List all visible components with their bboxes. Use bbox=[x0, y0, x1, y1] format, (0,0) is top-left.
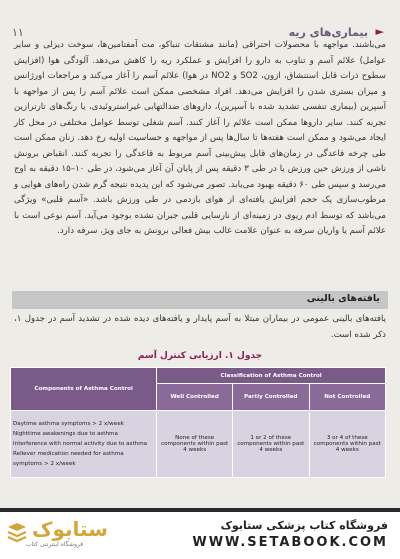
logo-subtitle: فروشگاه اینترنتی کتاب bbox=[26, 541, 84, 548]
book-stack-icon bbox=[6, 521, 28, 543]
section-title: یافته‌های بالینی bbox=[12, 291, 388, 309]
body-paragraph: می‌باشند. مواجهه با محصولات احتراقی (مانند مشتقات تنباکو، مت آمفتامین‌ها، سوخت دیزلی و سایر عوامل) علائم آسم و تناوب به دارو را افزایش و عملکرد ریه را کاهش می‌دهد. آلودگی هوا (افزایش سطوح ذرات قابل استنشاق، ازون، SO2 و NO2 در هوا) علائم آسم را آغاز می‌کند و مراجعات اورژانس و میزان بستری شدن را افزایش می‌دهد. افراد مشخصی ممکن است علائم آسم را پس از مواجهه با آسپرین (بیماری تنفسی تشدید شده با آسپرین)، داروهای ضدالتهابی غیراستروئیدی، یا رنگ‌های تارترازین تجربه کنند. سایر داروها ممکن است علائم را آغاز کنند. آسم شغلی توسط عوامل مختلفی در محل کار ایجاد می‌شود و ممکن است هفته‌ها تا سال‌ها پس از مواجهه و حساسیت اولیه رخ دهد. زنان ممکن است طی چرخه قاعدگی در زمان‌های قابل پیش‌بینی آسم مربوط به قاعدگی را تجربه کنند. انقباض برونش ناشی از ورزش حین ورزش یا در طی ۳ دقیقه پس از پایان آن آغاز می‌شود، در طی ۱۰–۱۵ دقیقه به اوج می‌رسد و سپس طی ۶۰ دقیقه بهبود می‌یابد. تصور می‌شود که این پدیده نتیجه گرم شدن راه‌های هوایی و مرطوب‌سازی یک حجم افزایش یافته‌ای از هوای بازدمی در طی ورزش باشد. «آسم قلبی» ویژگی می‌باشد که توسط ادم ریوی در زمینه‌ای از نارسایی قلبی جبران نشده بوجود می‌آید. آسم نوعی است با علائم آسم یا واریان سرفه به عنوان علامت غالب بیش فعالی برونش به جای ویژ، سرفه دارد. bbox=[14, 40, 386, 236]
footer-divider bbox=[0, 508, 400, 512]
logo-text: ستابوک bbox=[32, 517, 108, 541]
section-paragraph: یافته‌های بالینی عمومی در بیماران مبتلا به آسم پایدار و یافته‌های دیده شده در تشدید آسم در جدول ۱، ذکر شده است. bbox=[14, 314, 386, 340]
cell-well-controlled: None of these components within past 4 weeks bbox=[157, 411, 233, 478]
col-not-controlled: Not Controlled bbox=[309, 384, 385, 411]
chapter-arrow-icon: ► bbox=[375, 25, 384, 38]
store-logo[interactable] bbox=[6, 517, 116, 553]
store-url-link[interactable]: WWW.SETABOOK.COM bbox=[192, 535, 388, 550]
component-item: Reliever medication needed for asthma symptoms > 2 x/week bbox=[13, 451, 124, 467]
cell-not-controlled: 3 or 4 of these components within past 4 weeks bbox=[309, 411, 385, 478]
component-item: Daytime asthma symptoms > 2 x/week bbox=[13, 421, 124, 427]
components-header: Components of Asthma Control bbox=[11, 368, 157, 411]
component-item: Interference with normal activity due to asthma bbox=[13, 441, 148, 447]
cell-partly-controlled: 1 or 2 of these components within past 4 weeks bbox=[233, 411, 309, 478]
col-well-controlled: Well Controlled bbox=[157, 384, 233, 411]
store-name: فروشگاه کتاب پزشکی ستابوک bbox=[220, 519, 388, 532]
components-cell bbox=[11, 411, 157, 478]
col-partly-controlled: Partly Controlled bbox=[233, 384, 309, 411]
chapter-title: بیماری‌های ریه bbox=[288, 26, 368, 39]
table-caption: جدول ۱. ارزیابی کنترل آسم bbox=[137, 351, 263, 361]
classification-header: Classification of Asthma Control bbox=[157, 368, 386, 384]
component-item: Nighttime awakenings due to asthma bbox=[13, 431, 118, 437]
page-number: ۱۱ bbox=[12, 26, 24, 39]
asthma-control-table bbox=[10, 367, 386, 478]
store-footer bbox=[0, 508, 400, 559]
